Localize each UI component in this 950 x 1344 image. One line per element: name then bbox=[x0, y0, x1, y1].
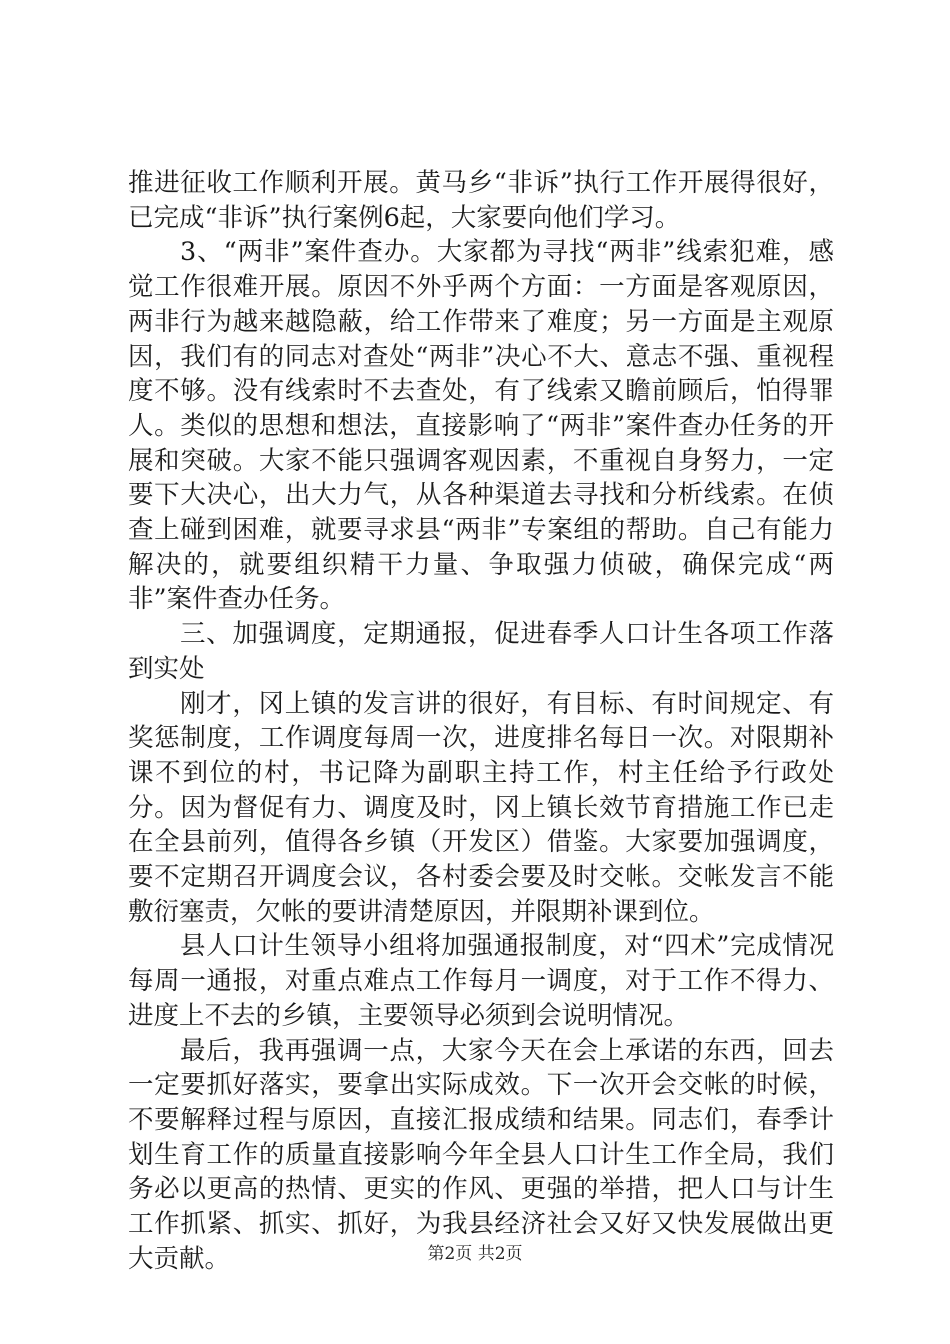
paragraph-closing: 最后，我再强调一点，大家今天在会上承诺的东西，回去一定要抓好落实，要拿出实际成效。下一次开会交帐的时候，不要解释过程与原因，直接汇报成绩和结果。同志们，春季计划生育工作的质量直接影响今年全县人口计生工作全局，我们务必以更高的热情、更实的作风、更强的举措，把人口与计生工作抓紧、抓实、抓好，为我县经济社会又好又快发展做出更大贡献。 bbox=[128, 1035, 834, 1274]
paragraph-two-fei-cases: 3、“两非”案件查办。大家都为寻找“两非”线索犯难，感觉工作很难开展。原因不外乎两个方面：一方面是客观原因，两非行为越来越隐蔽，给工作带来了难度；另一方面是主观原因，我们有的同志对查处“两非”决心不大、意志不强、重视程度不够。没有线索时不去查处，有了线索又瞻前顾后，怕得罪人。类似的思想和想法，直接影响了“两非”案件查办任务的开展和突破。大家不能只强调客观因素，不重视自身努力，一定要下大决心，出大力气，从各种渠道去寻找和分析线索。在侦查上碰到困难，就要寻求县“两非”专案组的帮助。自己有能力解决的，就要组织精干力量、争取强力侦破，确保完成“两非”案件查办任务。 bbox=[128, 237, 834, 615]
paragraph-reporting-system: 县人口计生领导小组将加强通报制度，对“四术”完成情况每周一通报，对重点难点工作每月一调度，对于工作不得力、进度上不去的乡镇，主要领导必须到会说明情况。 bbox=[128, 931, 834, 1031]
page-number-footer: 第2页 共2页 bbox=[427, 1244, 523, 1264]
section-heading-three: 三、加强调度，定期通报，促进春季人口计生各项工作落到实处 bbox=[128, 619, 834, 684]
paragraph-gangshang-example: 刚才，冈上镇的发言讲的很好，有目标、有时间规定、有奖惩制度，工作调度每周一次，进度排名每日一次。对限期补课不到位的村，书记降为副职主持工作，村主任给予行政处分。因为督促有力、调度及时，冈上镇长效节育措施工作已走在全县前列，值得各乡镇（开发区）借鉴。大家要加强调度，要不定期召开调度会议，各村委会要及时交帐。交帐发言不能敷衍塞责，欠帐的要讲清楚原因，并限期补课到位。 bbox=[128, 688, 834, 927]
paragraph-continuation: 推进征收工作顺利开展。黄马乡“非诉”执行工作开展得很好，已完成“非诉”执行案例6起，大家要向他们学习。 bbox=[128, 168, 834, 233]
document-body bbox=[128, 166, 834, 1277]
